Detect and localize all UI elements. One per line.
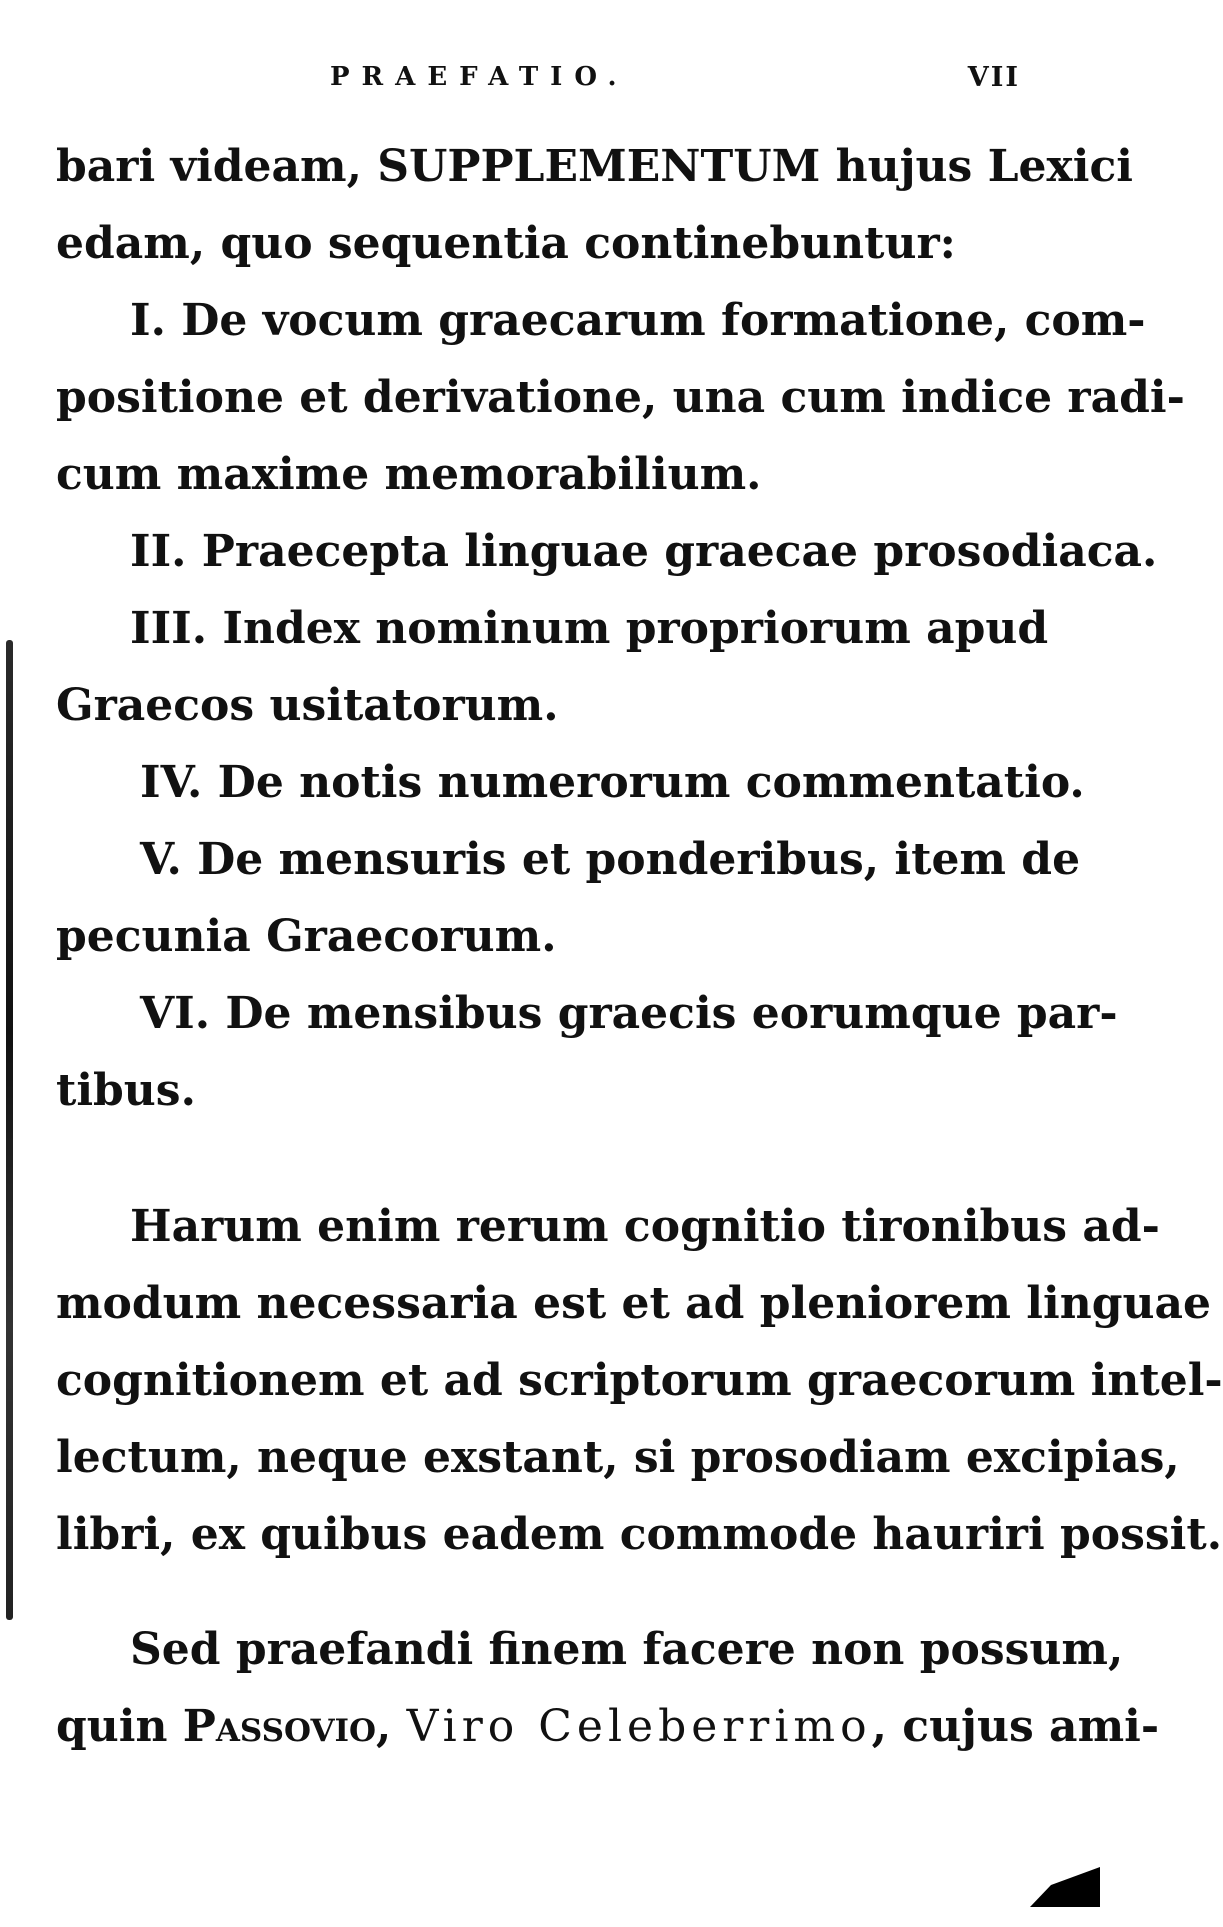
list-item-ii: II. Praecepta linguae graecae prosodiaca. bbox=[130, 526, 1158, 577]
text-line: cum maxime memorabilium. bbox=[56, 449, 762, 500]
page-edge-shadow bbox=[6, 640, 13, 1620]
list-item-vi: VI. De mensibus graecis eorumque par- bbox=[140, 988, 1118, 1039]
text-line: Graecos usitatorum. bbox=[56, 680, 559, 731]
text-line: positione et derivatione, una cum indice radi- bbox=[56, 372, 1185, 423]
text-run: quin bbox=[56, 1701, 183, 1752]
spaced-emphasis: Viro Celeberrimo bbox=[406, 1701, 872, 1752]
text-line: cognitionem et ad scriptorum graecorum intel- bbox=[56, 1355, 1223, 1406]
text-line: edam, quo sequentia continebuntur: bbox=[56, 218, 956, 269]
text-line: bari videam, SUPPLEMENTUM hujus Lexici bbox=[56, 141, 1133, 192]
page-header bbox=[0, 62, 1100, 102]
list-item-i: I. De vocum graecarum formatione, com- bbox=[130, 295, 1146, 346]
list-item-iv: IV. De notis numerorum commentatio. bbox=[140, 757, 1085, 808]
list-item-iii: III. Index nominum propriorum apud bbox=[130, 603, 1049, 654]
paragraph-start: Harum enim rerum cognitio tironibus ad- bbox=[130, 1201, 1160, 1252]
text-line bbox=[56, 1688, 1160, 1765]
name-passovio: Passovio bbox=[182, 1701, 377, 1752]
paragraph-start: Sed praefandi finem facere non possum, bbox=[130, 1624, 1124, 1675]
text-line: libri, ex quibus eadem commode hauriri possit. bbox=[56, 1509, 1223, 1560]
page-body bbox=[56, 128, 1223, 1765]
paragraph-gap bbox=[56, 1573, 1016, 1611]
text-line: pecunia Graecorum. bbox=[56, 911, 557, 962]
text-run: , bbox=[376, 1701, 407, 1752]
text-line: tibus. bbox=[56, 1065, 196, 1116]
list-item-v: V. De mensuris et ponderibus, item de bbox=[140, 834, 1081, 885]
text-line: modum necessaria est et ad pleniorem linguae bbox=[56, 1278, 1211, 1329]
text-run: , cujus ami- bbox=[871, 1701, 1160, 1752]
text-line: lectum, neque exstant, si prosodiam excipias, bbox=[56, 1432, 1180, 1483]
page-corner-blot bbox=[1030, 1867, 1100, 1907]
paragraph-gap bbox=[56, 1129, 1016, 1188]
running-head: PRAEFATIO. bbox=[330, 62, 629, 92]
page-number: VII bbox=[967, 62, 1020, 93]
